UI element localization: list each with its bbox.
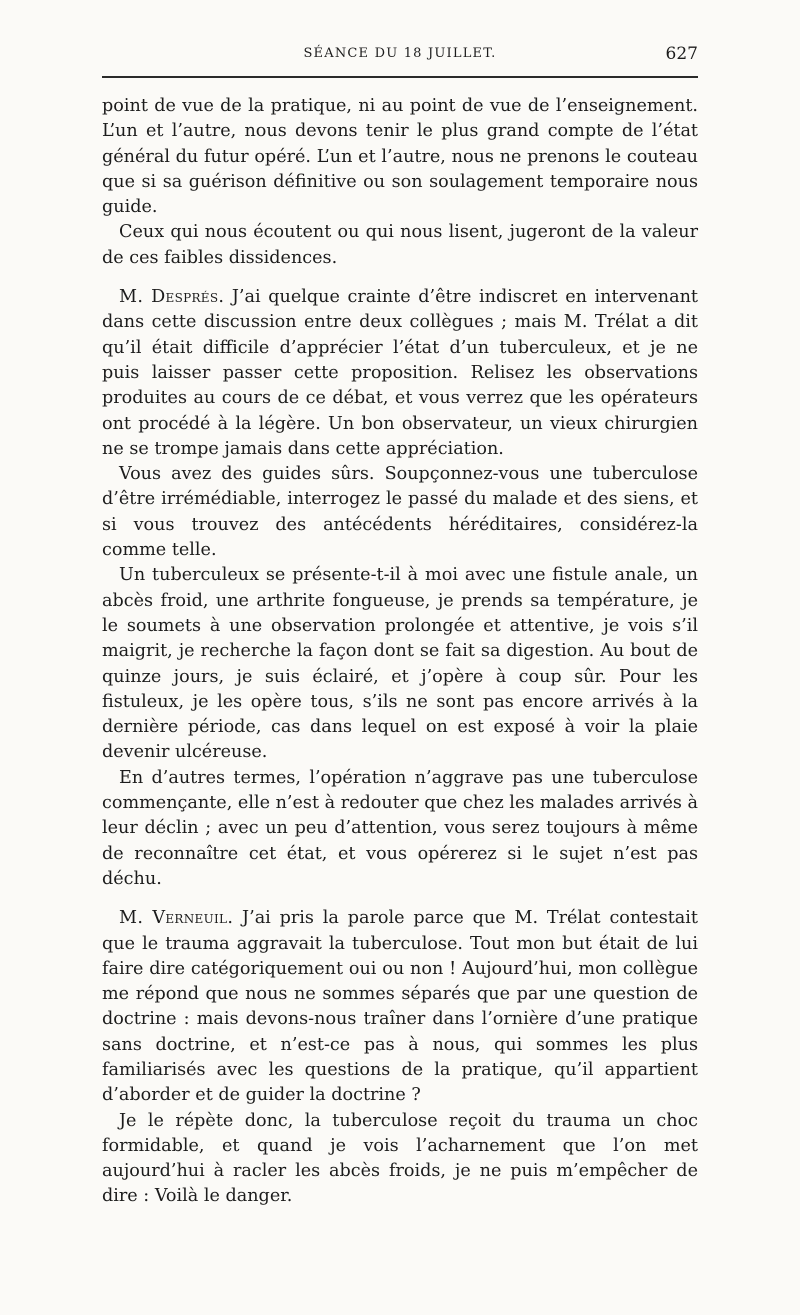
- paragraph: [102, 94, 698, 220]
- paragraph-text: Un tuberculeux se présente-t-il à moi avec une fistule anale, un abcès froid, une arthrite fongueuse, je prends sa température, je le soumets à une observation prolongée et attentive, je vois s’il maigrit, je recherche la façon dont se fait sa digestion. Au bout de quinze jours, je suis éclairé, et j’opère à coup sûr. Pour les fistuleux, je les opère tous, s’ils ne sont pas encore arrivés à la dernière période, cas dans lequel on est exposé à voir la plaie devenir ulcéreuse.: [102, 565, 698, 763]
- paragraph-text: J’ai pris la parole parce que M. Trélat contestait que le trauma aggravait la tuberculose. Tout mon but était de lui faire dire catégoriquement oui ou non ! Aujourd’hui, mon collègue me répond que nous ne sommes séparés que par une question de doctrine : mais devons-nous traîner dans l’ornière d’une pratique sans doctrine, et n’est-ce pas à nous, qui sommes les plus familiarisés avec les questions de la pratique, qu’il appartient d’aborder et de guider la doctrine ?: [102, 908, 698, 1106]
- page-number: 627: [665, 44, 698, 64]
- paragraph: [102, 1109, 698, 1210]
- body-text: [102, 94, 698, 1210]
- paragraph-verneuil: [102, 906, 698, 1108]
- running-title: SÉANCE DU 18 JUILLET.: [303, 46, 497, 61]
- paragraph-text: En d’autres termes, l’opération n’aggrave pas une tuberculose commençante, elle n’est à redouter que chez les malades arrivés à leur déclin ; avec un peu d’attention, vous serez toujours à même de reconnaître cet état, et vous opérerez si le sujet n’est pas déchu.: [102, 767, 698, 889]
- paragraph-text: Vous avez des guides sûrs. Soupçonnez-vous une tuberculose d’être irrémédiable, interrogez le passé du malade et des siens, et si vous trouvez des antécédents héréditaires, considérez-la comme telle.: [102, 464, 698, 561]
- paragraph: [102, 220, 698, 271]
- paragraph-text: Ceux qui nous écoutent ou qui nous lisent, jugeront de la valeur de ces faibles dissidences.: [102, 222, 698, 268]
- paragraph: [102, 462, 698, 563]
- paragraph: [102, 563, 698, 765]
- paragraph-text: point de vue de la pratique, ni au point de vue de l’enseignement. L’un et l’autre, nous devons tenir le plus grand compte de l’état général du futur opéré. L’un et l’autre, nous ne prenons le couteau que si sa guérison définitive ou son soulagement temporaire nous guide.: [102, 96, 698, 218]
- paragraph-despres: [102, 285, 698, 462]
- paragraph-text: Je le répète donc, la tuberculose reçoit du trauma un choc formidable, et quand je vois l’acharnement que l’on met aujourd’hui à racler les abcès froids, je ne puis m’empêcher de dire : Voilà le danger.: [102, 1110, 698, 1207]
- speaker-name: M. Després.: [119, 287, 225, 308]
- page-header: [102, 46, 698, 70]
- paragraph: [102, 766, 698, 892]
- header-rule: [102, 76, 698, 78]
- paragraph-text: J’ai quelque crainte d’être indiscret en intervenant dans cette discussion entre deux collègues ; mais M. Trélat a dit qu’il était difficile d’apprécier l’état d’un tuberculeux, et je ne puis laisser passer cette proposition. Relisez les observations produites au cours de ce débat, et vous verrez que les opérateurs ont procédé à la légère. Un bon observateur, un vieux chirurgien ne se trompe jamais dans cette appréciation.: [102, 287, 698, 459]
- speaker-name: M. Verneuil.: [119, 908, 234, 929]
